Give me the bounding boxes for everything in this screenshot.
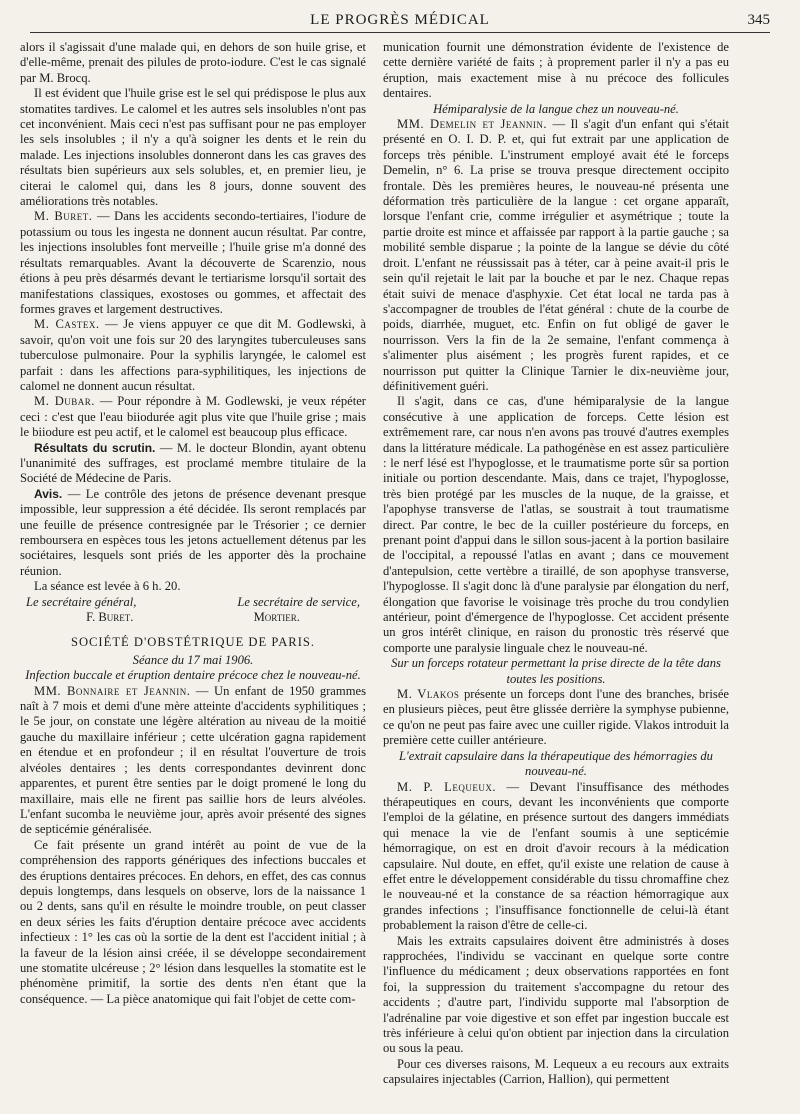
speaker-name: M. Castex. <box>34 317 100 332</box>
paragraph: munication fournit une démonstration évidente de l'existence de cette dernière variété de faits ; à proprement parler il n'y a pas eu éruption, mais exactement mise à nu précoce des follicules dentaires. <box>383 40 729 101</box>
paragraph-text: — Dans les accidents secondo-tertiaires, l'iodure de potassium ou tous les ingesta ne donnent aucun résultat. Par contre, les injections insolubles font merveille ; l'huile grise m'a donné des résultats remarquables. Avant la découverte de Scarenzio, nous étions à peu près désarmés devant le tertiarisme lorsqu'il sortait des manifestations classiques, exostoses ou gommes, et affectait des formes graves et largement destructives. <box>20 209 366 316</box>
signature-roles <box>20 595 366 610</box>
paragraph: Ce fait présente un grand intérêt au point de vue de la compréhension des rapports génériques des infections buccales et des éruptions dentaires précoces. En dehors, en effet, des cas connus depuis longtemps, dans lesquels on observe, lors de la naissance 1 ou 2 dents, sans qu'il en résulte le moindre trouble, on peut classer en deux séries les faits d'éruption dentaire précoce avec accidents infectieux : 1° les cas où la sortie de la dent est l'accident initial ; à la faveur de la lésion ainsi créée, il se développe secondairement une stomatite ulcéreuse ; 2° lésion dans lesquelles la stomatite est le phénomène primitif, la sortie des dents n'en étant que la conséquence. — La pièce anatomique qui fait l'objet de cette com- <box>20 837 366 1006</box>
journal-title: LE PROGRÈS MÉDICAL <box>310 12 490 28</box>
paragraph-text: — Il s'agit d'un enfant qui s'était présenté en O. I. D. P. et, qui fut extrait par une application de forceps très pénible. L'instrument employé avait été le forceps Demelin, n° 6. La prise se trouva presque directement occipito frontale. Dès les premières heures, le nouveau-né présenta une déformation très particulière de la langue : cet organe apparaît, lorsque l'enfant crie, comme irrégulier et asymétrique ; toute la partie droite est mince et affaissée par rapport à la partie gauche ; sa mobilité semble disparue ; la pointe de la langue se dévie du côté droit. L'enfant ne réussissait pas à téter, car à peine avait-il pris le sein qu'il rejetait le lait par la bouche et par le nez. Chaque repas était suivi de menace d'asphyxie. Cet état local ne tarda pas à s'accompagner de troubles de l'état général : chute de la courbe de poids, diarrhée, muguet, etc. Enfin on fut obligé de gaver le nourrisson. Vers la fin de la 2e semaine, l'enfant commença à s'alimenter plus aisément ; les progrès furent rapides, et ce nourrisson put quitter la Clinique Tarnier le dix-neuvième jour, définitivement guéri. <box>383 117 729 393</box>
paragraph-text: — Le contrôle des jetons de présence devenant presque impossible, leur suppression a été décidée. Ils seront remplacés par une feuille de présence contresignée par le Trésorier ; ce dernier remboursera en espèces tous les jetons actuellement détenus par les sociétaires, lesquels sont priés de les apporter dès la prochaine réunion. <box>20 486 366 578</box>
signature-role: Le secrétaire général, <box>26 594 137 609</box>
paragraph-text: — Je viens appuyer ce que dit M. Godlewski, à savoir, qu'on voit une fois sur 20 des laryngites tuberculeuses sans tuberculose pulmonaire. Pour la syphilis laryngée, le calomel est parfait : dans les affections para-syphilitiques, les injections de calomel ne donnent aucun résultat. <box>20 317 366 393</box>
paragraph <box>383 780 729 934</box>
paragraph: Il s'agit, dans ce cas, d'une hémiparalysie de la langue consécutive à une application de forceps. Cette lésion est extrêmement rare, car nous n'en avons pas trouvé d'autres exemples dans la littérature médicale. La pathogénèse en est assez particulière : le nerf lésé est l'hypoglosse, et le traumatisme porte sûr sa portion initiale ou portion descendante. Mais, dans ce trajet, l'hypoglosse, très bien protégé par les muscles de la nuque, de la graisse, et l'apophyse transverse de l'atlas, se soustrait à tout traumatisme direct. Par contre, le bec de la cuiller postérieure du forceps, en prenant point d'appui dans le sillon sous-jacent à la portion basilaire de l'occipital, a repoussé l'atlas en avant ; dans ce mouvement d'antepulsion, cette vertèbre a tiraillé, de son apophyse transverse, l'hypoglosse. Il s'agit donc là d'une paralysie par élongation du nerf, élongation que favorise le voisinage très proche du trou condylien antérieur, point d'émergence de l'hypoglosse. Cet accident présente un gros intérêt clinique, en raison du pronostic très réservé que comporte une paralysie linguale chez le nouveau-né. <box>383 394 729 655</box>
paragraph: Il est évident que l'huile grise est le sel qui prédispose le plus aux stomatites tardives. Le calomel et les autres sels insolubles n'ont pas cet inconvénient. Mais ceci n'est pas suffisant pour ne pas employer les sels insolubles ; il n'y a qu'à soigner les dents et le rein du malade. Les injections insolubles donneront dans les cas graves des résultats bien supérieurs aux sels solubles, et, en premier lieu, je citerai le calomel qui, dans les 8 jours, donne souvent des améliorations très notables. <box>20 86 366 209</box>
speaker-name: M. P. Lequeux. <box>397 779 496 794</box>
page-number: 345 <box>747 12 770 28</box>
signature-names <box>20 610 366 625</box>
signature-name: Mortier. <box>253 610 300 625</box>
paragraph: Pour ces diverses raisons, M. Lequeux a eu recours aux extraits capsulaires injectables (Carrion, Hallion), qui permettent <box>383 1056 729 1087</box>
paragraph: alors il s'agissait d'une malade qui, en dehors de son huile grise, et d'elle-même, prenait des pilules de proto-iodure. C'est le cas signalé par M. Brocq. <box>20 40 366 85</box>
speaker-name: MM. Demelin et Jeannin. <box>397 117 547 132</box>
paragraph <box>20 684 366 838</box>
paragraph-text: — Devant l'insuffisance des méthodes thérapeutiques en cours, devant les inconvénients que comporte l'emploi de la gélatine, en présence surtout des dangers immédiats qui menace la vie de l'enfant soumis à une septicémie hémorragique, on est en droit d'avoir recours à la médication capsulaire. Nul doute, en effet, qu'il existe une relation de cause à effet entre le développement considérable du tissu chromaffine chez le nouveau-né et la constance de sa réaction hémorragique aux grandes infections ; l'insuffisance fonctionnelle de celui-là étant probablement la raison d'être de celle-ci. <box>383 779 729 933</box>
paragraph <box>20 317 366 394</box>
topic-heading: Sur un forceps rotateur permettant la prise directe de la tête dans toutes les positions. <box>391 656 721 686</box>
speaker-name: M. Buret. <box>34 209 93 224</box>
section-label: Résultats du scrutin. <box>34 440 156 455</box>
paragraph-text: — M. le docteur Blondin, ayant obtenu l'unanimité des suffrages, est proclamé membre titulaire de la Société de Médecine de Paris. <box>20 440 366 486</box>
speaker-name: M. Vlakos <box>397 687 460 702</box>
paragraph-text: — Un enfant de 1950 grammes naît à 7 mois et demi d'une mère atteinte d'accidents syphilitiques ; le 5e jour, on constate une légère altération au niveau de la moitié gauche du maxillaire inférieur ; cette ulcération gagna rapidement en étendue et en profondeur ; il en résultat l'ouverture de trois alvéoles dentaires ; les dents correspondantes devinrent donc apparentes, et purent être senties par le doigt promené le long du maxillaire, mais elle ne firent pas saillie hors de leurs alvéoles. L'enfant sucomba le neuvième jour, après avoir présenté des signes de septicémie généralisée. <box>20 683 366 837</box>
topic-heading: L'extrait capsulaire dans la thérapeutique des hémorragies du nouveau-né. <box>399 748 713 779</box>
paragraph <box>20 487 366 579</box>
paragraph <box>20 209 366 317</box>
right-column <box>383 40 729 1088</box>
signature-role: Le secrétaire de service, <box>237 594 360 609</box>
signature-name: F. Buret. <box>86 610 134 625</box>
topic-heading: Hémiparalysie de la langue chez un nouveau-né. <box>433 101 679 116</box>
paragraph-text: présente un forceps dont l'une des branches, brisée en plusieurs pièces, peut être glissée derrière la symphyse pubienne, ce qu'on ne peut pas faire avec une cuiller rigide. Vlakos introduit la première cette cuiller antérieure. <box>383 687 729 748</box>
paragraph <box>20 441 366 487</box>
speaker-name: M. Dubar. <box>34 394 95 409</box>
speaker-name: MM. Bonnaire et Jeannin. <box>34 683 191 698</box>
paragraph-text: — Pour répondre à M. Godlewski, je veux répéter ceci : c'est que l'eau biiodurée agit plus vite que l'huile grise ; mais le biiodure est peu actif, et le calomel est beaucoup plus efficace. <box>20 394 366 440</box>
paragraph: Mais les extraits capsulaires doivent être administrés à doses rapprochées, l'individu se vaccinant en quelque sorte contre l'influence du médicament ; deux observations rapportées en font foi, la suppression du traitement s'accompagne du retour des accidents ; d'autre part, l'individu supporte mal l'absorption de l'adrénaline par voie digestive et son effet par ingestion buccale est très inférieure à celui qu'on obtient par injection dans la circulation ou sous la peau. <box>383 933 729 1056</box>
left-column <box>20 40 366 1007</box>
section-label: Avis. <box>34 486 63 501</box>
paragraph: La séance est levée à 6 h. 20. <box>34 579 181 594</box>
session-date: Séance du 17 mai 1906. <box>132 652 254 667</box>
paragraph <box>383 687 729 749</box>
society-heading: SOCIÉTÉ D'OBSTÉTRIQUE DE PARIS. <box>70 635 316 650</box>
paragraph <box>383 117 729 394</box>
paragraph <box>20 394 366 440</box>
topic-heading: Infection buccale et éruption dentaire précoce chez le nouveau-né. <box>25 668 361 683</box>
page-header <box>30 10 770 33</box>
